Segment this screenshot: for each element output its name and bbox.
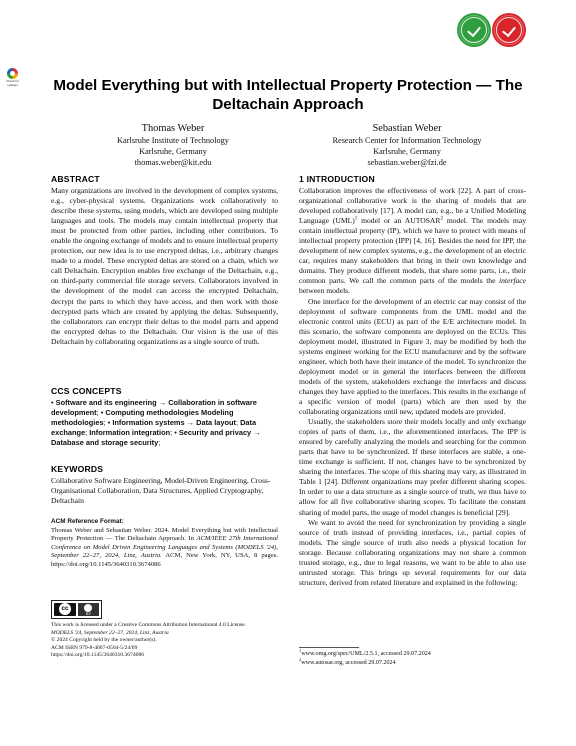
author-email[interactable]: thomas.weber@kit.edu [134,158,212,168]
author-block-2 [302,123,512,169]
check-for-updates-badge[interactable] [4,68,21,88]
acm-reference-venue: ACM/IEEE 27th International Conference on Model Driven Engineering Languages and Systems (MODELS '24), September 22–27, 2024, Linz, Austria. [51,535,278,560]
copyright-line: © 2024 Copyright held by the owner/author(s). [51,637,157,644]
intro-paragraph-4: We want to avoid the need for synchronization by providing a single source of truth instead of providing interfaces, i.e., partial copies of models. The single source of truth also needs a physical location for storage. Because collaborating organizations may not share a common trusted storage, e.g., due to legal reasons, we want to be able to also use untrusted storage. This brings up several requirements for our data structure, derived from related literature and explained in the following: [299,517,526,587]
isbn-line: ACM ISBN 979-8-4007-0504-5/24/09 [51,644,138,651]
author-name: Thomas Weber [141,123,205,134]
cc-by-label: BY [85,611,92,616]
text-run: between models. [299,286,351,296]
acm-reference-authors: Thomas Weber and Sebastian Weber. 2024. Model Everything but with Intellectual Property Protection — The Deltachain Approach. In [51,526,278,543]
doi-link[interactable]: https://doi.org/10.1145/3640310.3674086 [51,652,145,659]
keywords-heading: KEYWORDS [51,464,104,474]
footnote-number: 2 [299,656,302,662]
ccs-sep: → [156,398,169,407]
cc-logo-label: cc [59,603,71,615]
footnote-2 [299,656,526,668]
ccs-term: Database and storage security [51,438,159,448]
artifacts-available-badge [457,13,491,47]
ccs-sep: ; [158,438,161,448]
text-run: model or an AUTOSAR [357,216,441,226]
ccs-term: Data exchange [51,418,257,438]
introduction-text [299,186,526,588]
check-for-updates-label: Check for updates [6,79,19,87]
ccs-term: Security and privacy [178,428,252,438]
ccs-concepts: • Software and its engineering → Collaboration in software development; • Computing methodologies Modeling methodologies; • Information systems → Data layout; Data exchange; Information integration; • Security and privacy → Database and storage security; [51,398,261,448]
ccs-term: Software and its engineering [55,398,157,407]
abstract-paragraph: Many organizations are involved in the development of complex systems, e.g., cyber-physical systems. Organizations work collaboratively to describe these systems, using models, which are developed using multiple languages and tools. The models may contain intellectual property that must be protected from other parties, including other contributors. To enable the ongoing exchange of models and to ensure intellectual property protection, our new idea is to use encrypted deltas, i.e., arbitrary changes made to a model. These encrypted deltas are stored on a chain, which we call Deltachain. Encryption enables free exchange of the Deltachain, e.g., on third-party commercial file storage servers. Collaborators involved in the development of the model can access the encrypted Deltachain, decrypt the parts to which they have access, and then work with those decrypted parts which are created by applying the deltas. Subsequently, the collaborators can encrypt their deltas to the model parts and append the encrypted deltas to the Deltachain. Our vision is the use of this Deltachain by collaborating organizations as a single source of truth. [51,186,278,346]
ccs-heading: CCS CONCEPTS [51,386,122,396]
ccs-sep: ; [85,428,90,438]
text-run: model. The models may contain intellectual property (IP), which we have to protect with means of intellectual property protection (IPP) [4, 16]. Besides the need for IPP, the development of new complex systems, e.g., the development of an electric car, requires many stakeholders that bring in their own knowledge and domains. They produce different models, that share some parts, i.e., their common parts. We call the common parts of the models the [299,216,526,286]
checkmark-icon [496,17,522,43]
abstract-heading: ABSTRACT [51,174,100,184]
introduction-heading: 1 INTRODUCTION [299,174,375,184]
crossmark-icon [7,68,18,79]
artifacts-evaluated-badge [492,13,526,47]
footnote-mark: 2 [440,216,443,222]
ccs-term: Computing methodologies [105,408,199,418]
footnote-mark: 1 [354,216,358,222]
checkmark-icon [461,17,487,43]
ccs-sep: ; [96,408,101,418]
footnote-rule [299,647,359,648]
footnote-number: 1 [299,647,302,653]
author-affiliation: Karlsruhe Institute of Technology [117,136,229,145]
text-run: Collaboration improves the effectiveness of work [22]. A part of cross-organizational collaborative work is the sharing of models that are developed collaboratively [17]. A model can, e.g., be a Unified Modeling Language (UML) [299,186,526,226]
ccs-term: Data layout [196,418,236,428]
intro-paragraph-3: Usually, the stakeholders store their models locally and only exchange copies of parts of them, i.e., the aforementioned interfaces. The IPP is ensured by carefully analyzing the models and searching for the common parts that have to be synchronized. If these interfaces are stable, a one-time exchange is sufficient. If not, changes have to be synchronized by sharing the interfaces. The scope of this sharing may vary, as illustrated in Table 1 [24]. Different organizations may prefer different sharing scopes. In order to use a data structure as a single source of truth, we thus have to allow for all five collaborative sharing scopes. To facilitate the constant sharing of model parts, the usage of model changes is beneficial [29]. [299,417,526,517]
abstract-text [51,186,278,347]
ccs-sep: ; [170,428,175,438]
ccs-term: Information integration [89,428,171,438]
acm-reference-heading: ACM Reference Format: [51,518,124,525]
ccs-sep: ; [235,418,241,428]
ccs-sep: ; [103,418,108,428]
paper-title: Model Everything but with Intellectual Property Protection — The Deltachain Approach [53,77,523,113]
ccs-term: Information systems [112,418,185,428]
author-affiliation: Research Center for Information Technology [332,136,482,145]
cc-by-license-icon[interactable] [51,600,102,619]
footnote-text[interactable]: www.autosar.org, accessed 29.07.2024 [301,659,396,666]
intro-paragraph-2: One interface for the development of an electric car may consist of the deployment of software components from the UML model and the electronic control units (ECU) as part of the E/E architecture model. In this scenario, the software components are deployed on the ECUs. This deployment model, illustrated in Figure 3, may be modified by both the systems engineer working for the ECU manufacturer and by the software engineer, which both have their instance of the model. To synchronize the deployment model or in general the interfaces between the different models of the system, stakeholders exchange the interfaces and discuss changes they have applied to the interfaces. This results in the exchange of a specific version of model (parts) which are then used by the collaborating organizations until new, updated models are provided. [299,296,526,417]
ccs-term: Modeling methodologies [51,408,234,428]
footnote-1 [299,647,526,659]
acm-reference [51,518,278,570]
author-name: Sebastian Weber [372,123,442,134]
intro-paragraph-1 [299,186,526,297]
author-location: Karlsruhe, Germany [139,147,207,157]
acm-reference-doi[interactable]: ACM, New York, NY, USA, 8 pages. https://doi.org/10.1145/3640310.3674086 [51,552,278,568]
acm-reference-text [51,527,278,570]
ccs-term: Collaboration in software development [51,398,257,418]
emphasis: interface [499,276,526,286]
author-location: Karlsruhe, Germany [373,147,441,157]
author-email[interactable]: sebastian.weber@fzi.de [367,158,447,168]
keywords-text: Collaborative Software Engineering, Model-Driven Engineering, Cross-Organisational Collaboration, Data Structures, Applied Cryptography, Deltachain [51,476,271,506]
license-block [51,622,278,660]
footnotes [299,647,526,668]
author-block-1 [88,123,258,169]
footnote-text[interactable]: www.omg.org/spec/UML/2.5.1, accessed 29.07.2024 [301,651,431,657]
conference-info: MODELS '24, September 22–27, 2024, Linz, Austria [51,629,169,636]
ccs-sep: → [251,428,261,438]
ccs-sep: → [184,418,197,428]
license-statement: This work is licensed under a Creative Commons Attribution International 4.0 License. [51,622,246,628]
